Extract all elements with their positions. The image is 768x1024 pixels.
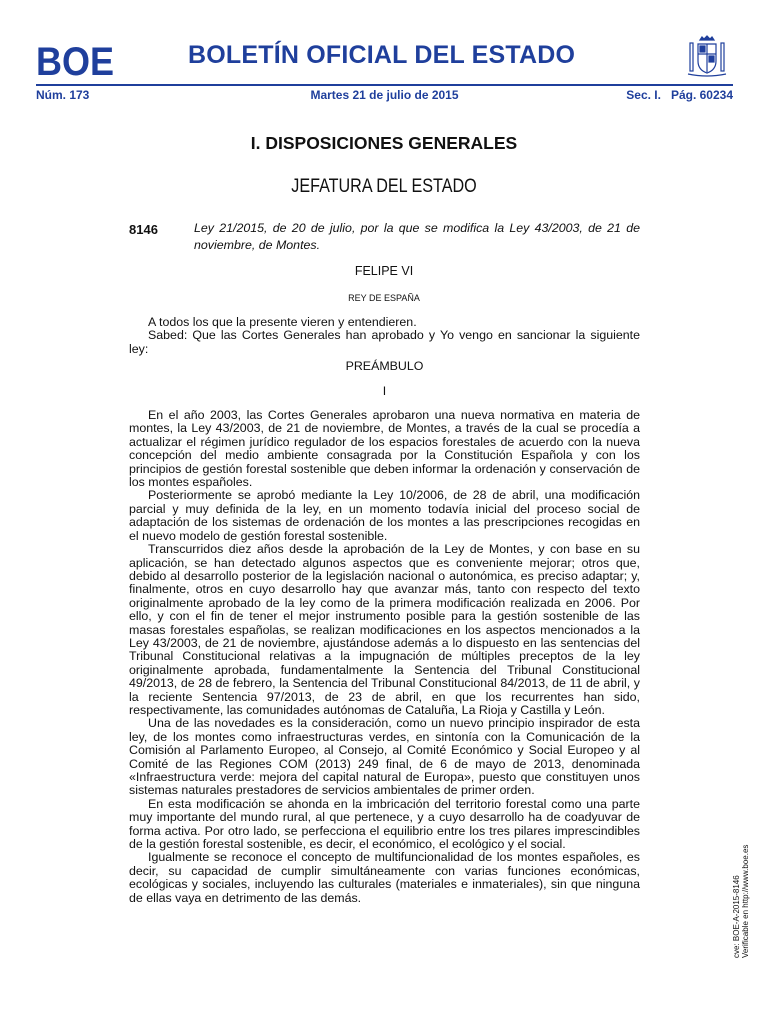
body-paragraph: Transcurridos diez años desde la aprobación de la Ley de Montes, y con base en su aplicación, se han detectado algunos aspectos que es conveniente mejorar; otros que, debido al desarrollo posterior de la legislación nacional o autonómica, es preciso adaptar; y, finalmente, otros en cuyo desarrollo hay que avanzar más, tanto con respecto del texto originalmente aprobado de la ley como de la primera modificación realizada en 2006. Por ello, y con el fin de tener el mejor instrumento posible para la gestión sostenible de las masas forestales españolas, se realizan modificaciones en los aspectos mencionados a la Ley 43/2003, de 21 de noviembre, ajustándose además a lo dispuesto en las sentencias del Tribunal Constitucional relativas a la impugnación de múltiples preceptos de la ley originalmente aprobada, fundamentalmente la Sentencia del Tribunal Constitucional 49/2013, de 28 de febrero, la Sentencia del Tribunal Constitucional 84/2013, de 11 de abril, y la reciente Sentencia 97/2013, de 23 de abril, en que los recurrentes han sido, respectivamente, las comunidades autónomas de Cataluña, La Rioja y Castilla y León. xyxy=(129,542,640,717)
header-divider xyxy=(36,84,733,86)
spanish-coat-of-arms-icon xyxy=(684,34,730,80)
cve-code: cve: BOE-A-2015-8146 xyxy=(732,875,741,958)
king-name: FELIPE VI xyxy=(354,264,414,278)
body-paragraph: Igualmente se reconoce el concepto de multifuncionalidad de los montes españoles, es decir, su capacidad de cumplir simultáneamente con varias funciones económicas, ecológicas y sociales, incluyendo las culturales (materiales e inmateriales), sin que ninguna de ellas vaya en detrimento de las demás. xyxy=(129,850,640,905)
document-body xyxy=(129,316,640,905)
issue-meta xyxy=(36,88,733,104)
body-paragraph: En esta modificación se ahonda en la imbricación del territorio forestal como una parte muy importante del mundo rural, al que pertenece, y a cuyo desarrollo ha de coadyuvar de forma activa. Por otro lado, se perfecciona el equilibrio entre los tres pilares imprescindibles de la gestión forestal sostenible, es decir, el económico, el ecológico y el social. xyxy=(129,796,640,852)
verification-url[interactable]: Verificable en http://www.boe.es xyxy=(741,844,750,958)
svg-text:BOE: BOE xyxy=(36,40,114,84)
section-heading: I. DISPOSICIONES GENERALES xyxy=(250,133,518,153)
document-number: 8146 xyxy=(129,222,158,237)
roman-numeral-heading: I xyxy=(382,383,387,398)
gazette-title: BOLETÍN OFICIAL DEL ESTADO xyxy=(188,41,576,69)
verification-sidebar xyxy=(730,800,750,960)
body-paragraph: Posteriormente se aprobó mediante la Ley 10/2006, de 28 de abril, una modificación parcial y muy definida de la ley, en un momento todavía inicial del proceso social de adaptación de los sistemas de ordenación de los montes a las prescripciones recogidas en el nuevo modelo de gestión forestal sostenible. xyxy=(129,488,640,543)
boe-logo xyxy=(36,40,114,84)
department-heading: JEFATURA DEL ESTADO xyxy=(291,176,477,197)
issue-date: Martes 21 de julio de 2015 xyxy=(310,88,459,102)
greeting-line: A todos los que la presente vieren y entendieren. xyxy=(148,315,417,329)
king-title: REY DE ESPAÑA xyxy=(348,293,420,303)
preamble-heading: PREÁMBULO xyxy=(345,359,424,374)
section-page: Sec. I. Pág. 60234 xyxy=(626,88,733,102)
law-title: Ley 21/2015, de 20 de julio, por la que se modifica la Ley 43/2003, de 21 de noviembre, de Montes. xyxy=(194,221,640,252)
body-paragraph: Una de las novedades es la consideración, como un nuevo principio inspirador de esta ley, de los montes como infraestructuras verdes, en sintonía con la Comunicación de la Comisión al Parlamento Europeo, al Consejo, al Comité Económico y Social Europeo y al Comité de las Regiones COM (2013) 249 final, de 6 de mayo de 2013, denominada «Infraestructura verde: mejora del capital natural de Europa», puesto que constituyen unos sistemas naturales prestadores de servicios ambientales de primer orden. xyxy=(129,716,640,798)
greeting-line: Sabed: Que las Cortes Generales han aprobado y Yo vengo en sancionar la siguiente ley: xyxy=(129,328,640,356)
body-paragraph: En el año 2003, las Cortes Generales aprobaron una nueva normativa en materia de montes, la Ley 43/2003, de 21 de noviembre, de Montes, a través de la cual se procedía a actualizar el régimen jurídico regulador de los espacios forestales de acuerdo con la nueva concepción del medio ambiente consagrada por la Constitución Española y con los principios de gestión forestal sostenible que deben informar la ordenación y conservación de los montes españoles. xyxy=(129,408,640,490)
issue-number: Núm. 173 xyxy=(36,88,90,102)
